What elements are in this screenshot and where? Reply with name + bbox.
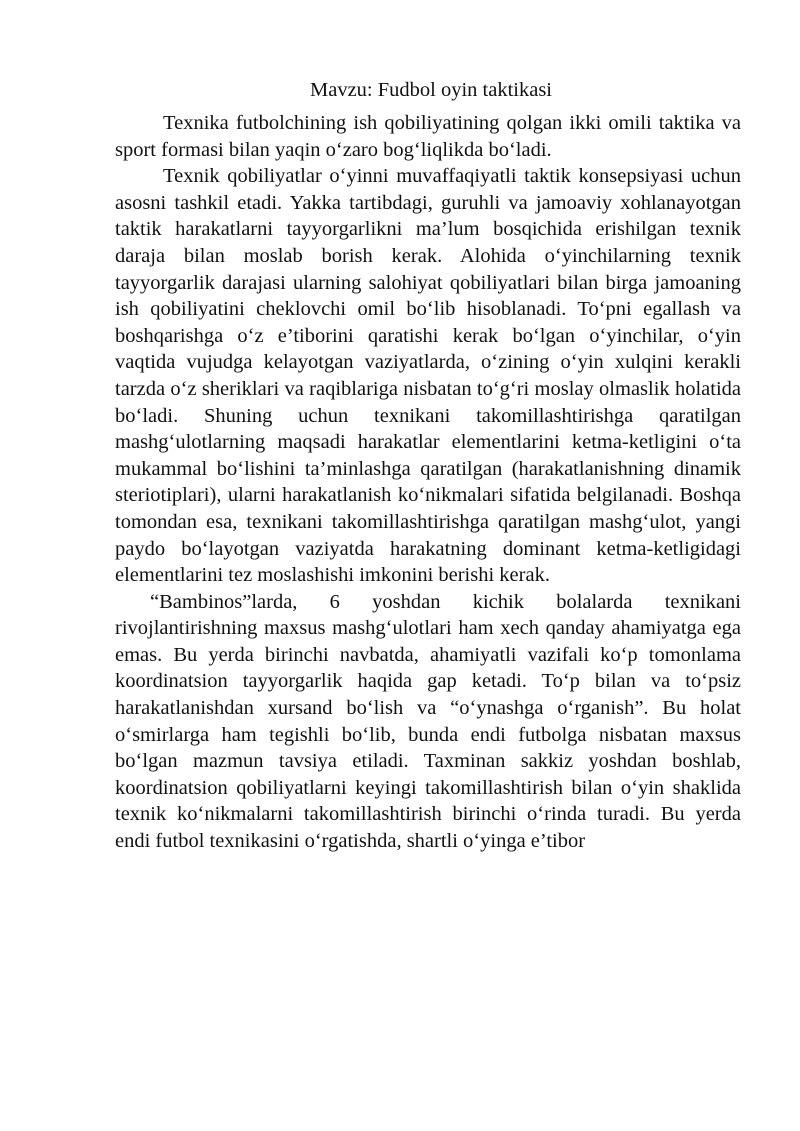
page-title: Mavzu: Fudbol oyin taktikasi [310, 79, 552, 101]
paragraph-technical-abilities: Texnik qobiliyatlar o‘yinni muvaffaqiyatli taktik konsepsiyasi uchun asosni tashkil etadi. Yakka tartibdagi, guruhli va jamoaviy xohlanayotgan taktik harakatlarni tayyorgarlikni ma’lum bosqichida erishilgan texnik daraja bilan moslab borish kerak. Alohida o‘yinchilarning texnik tayyorgarlik darajasi ularning salohiyat qobiliyatlari bilan birga jamoaning ish qobiliyatini cheklovchi omil bo‘lib hisoblanadi. To‘pni egallash va boshqarishga o‘z e’tiborini qaratishi kerak bo‘lgan o‘yinchilar, o‘yin vaqtida vujudga kelayotgan vaziyatlarda, o‘zining o‘yin xulqini kerakli tarzda o‘z sheriklari va raqiblariga nisbatan to‘g‘ri moslay olmaslik holatida bo‘ladi. Shuning uchun texnikani takomillashtirishga qaratilgan mashg‘ulotlarning maqsadi harakatlar elementlarini ketma-ketligini o‘ta mukammal bo‘lishini ta’minlashga qaratilgan (harakatlanishning dinamik steriotiplari), ularni harakatlanish ko‘nikmalari sifatida belgilanadi. Boshqa tomondan esa, texnikani takomillashtirishga qaratilgan mashg‘ulot, yangi paydo bo‘layotgan vaziyatda harakatning dominant ketma-ketligidagi elementlarini tez moslashishi imkonini berishi kerak. [115, 165, 741, 587]
paragraph-intro: Texnika futbolchining ish qobiliyatining qolgan ikki omili taktika va sport formasi bilan yaqin o‘zaro bog‘liqlikda bo‘ladi. [115, 112, 741, 161]
paragraph-bambinos: “Bambinos”larda, 6 yoshdan kichik bolalarda texnikani rivojlantirishning maxsus mashg‘ulotlari ham xech qanday ahamiyatga ega emas. Bu yerda birinchi navbatda, ahamiyatli vazifali ko‘p tomonlama koordinatsion tayyorgarlik haqida gap ketadi. To‘p bilan va to‘psiz harakatlanishdan xursand bo‘lish va “o‘ynashga o‘rganish”. Bu holat o‘smirlarga ham tegishli bo‘lib, bunda endi futbolga nisbatan maxsus bo‘lgan mazmun tavsiya etiladi. Taxminan sakkiz yoshdan boshlab, koordinatsion qobiliyatlarni keyingi takomillashtirish bilan o‘yin shaklida texnik ko‘nikmalarni takomillashtirish birinchi o‘rinda turadi. Bu yerda endi futbol texnikasini o‘rgatishda, shartli o‘yinga e’tibor [115, 590, 741, 853]
document-page [115, 76, 741, 855]
